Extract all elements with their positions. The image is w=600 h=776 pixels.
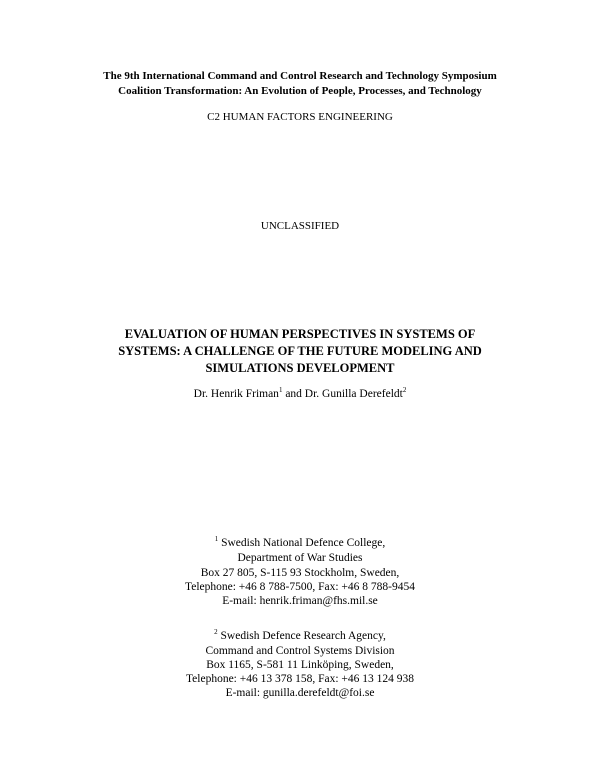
affiliation-1-mark: 1 [214, 535, 219, 544]
author-line [0, 388, 600, 400]
affiliation-1-phone: Telephone: +46 8 788-7500, Fax: +46 8 788-9454 [185, 581, 415, 593]
paper-title-line-1: EVALUATION OF HUMAN PERSPECTIVES IN SYSTEMS OF [124, 327, 476, 341]
affiliation-2-address: Box 1165, S-581 11 Linköping, Sweden, [206, 659, 394, 671]
affiliation-1-org-name: Swedish National Defence College, [218, 537, 386, 549]
classification-label: UNCLASSIFIED [260, 220, 340, 232]
author-2-mark: 2 [402, 386, 407, 395]
affiliation-2-org-name: Swedish Defence Research Agency, [217, 630, 386, 642]
track-name: C2 HUMAN FACTORS ENGINEERING [207, 111, 393, 123]
author-connector: and [282, 388, 305, 400]
affiliation-2-phone: Telephone: +46 13 378 158, Fax: +46 13 124 938 [185, 673, 415, 685]
affiliation-2-dept: Command and Control Systems Division [205, 645, 395, 657]
paper-title-line-3: SIMULATIONS DEVELOPMENT [205, 361, 395, 375]
author-1-mark: 1 [278, 386, 283, 395]
affiliation-2-mark: 2 [214, 628, 218, 637]
author-2-name: Dr. Gunilla Derefeldt [304, 388, 403, 400]
symposium-theme: Coalition Transformation: An Evolution of People, Processes, and Technology [118, 85, 482, 97]
affiliation-2-org [0, 630, 600, 642]
affiliation-2-email: E-mail: gunilla.derefeldt@foi.se [225, 687, 375, 699]
author-1-name: Dr. Henrik Friman [193, 388, 279, 400]
paper-title-line-2: SYSTEMS: A CHALLENGE OF THE FUTURE MODELING AND [118, 344, 482, 358]
affiliation-1-dept: Department of War Studies [237, 552, 363, 564]
affiliation-1-email: E-mail: henrik.friman@fhs.mil.se [222, 595, 378, 607]
affiliation-1-org [0, 537, 600, 549]
symposium-name: The 9th International Command and Control Research and Technology Symposium [103, 70, 497, 82]
affiliation-1-address: Box 27 805, S-115 93 Stockholm, Sweden, [200, 567, 400, 579]
